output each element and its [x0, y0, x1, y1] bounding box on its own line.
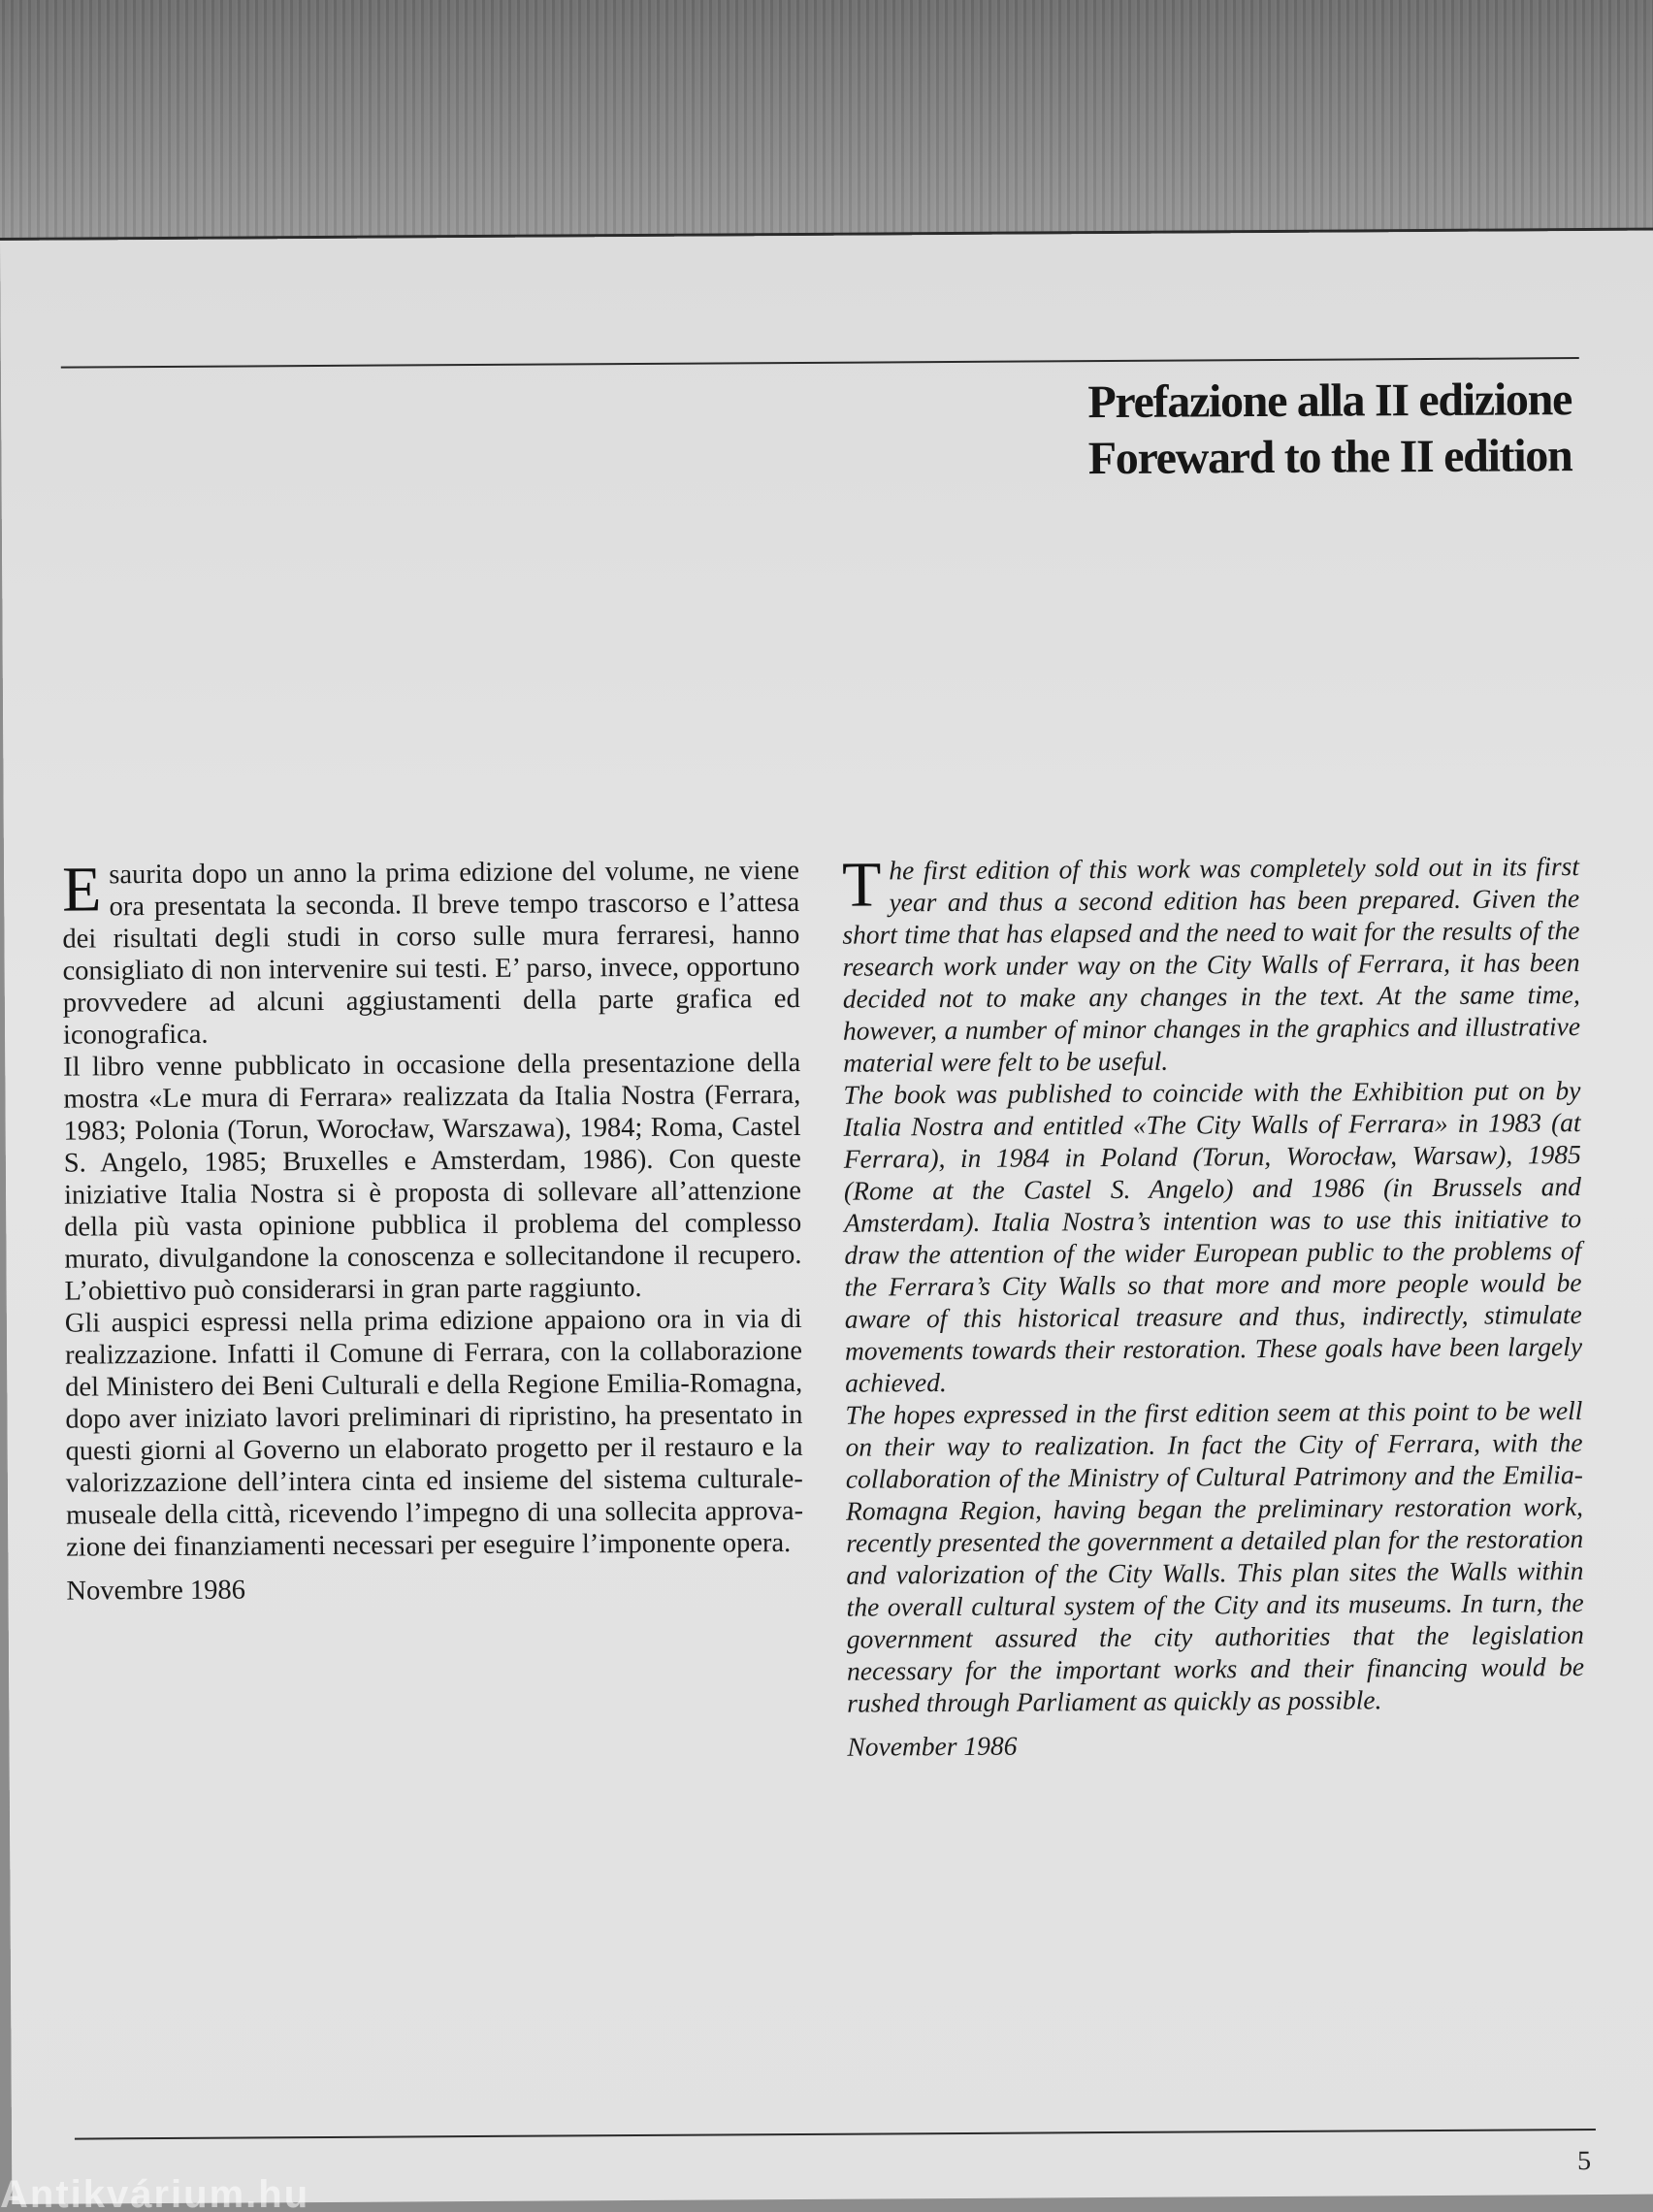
- title-english: Foreward to the II edition: [1087, 430, 1572, 485]
- book-page: [0, 231, 1653, 2204]
- italian-paragraph-2: Il libro venne pubblicato in occasione della presentazione della mostra «Le mura di Ferrara» realizzata da Italia Nostra (Ferrara, 1983; Polonia (Torun, Worocław, Warszawa), 1984; Roma, Castel S. Angelo, 1985; Bruxelles e Amsterdam, 1986). Con queste iniziative Italia Nostra si è proposta di sollevare all’attenzione della più vasta opinione pubblica il problema del complesso murato, divulgandone la conoscenza e sollecitandone il recupero. L’obiettivo può considerarsi in gran parte raggiunto.: [63, 1047, 802, 1307]
- page-number: 5: [1577, 2146, 1592, 2177]
- italian-date: Novembre 1986: [66, 1575, 246, 1607]
- italian-drop-cap: E: [61, 854, 102, 926]
- italian-paragraph-1-text: saurita dopo un anno la prima edizione del volume, ne viene ora presentata la seconda. Il breve tempo trascorso e l’attesa dei risultati degli studi in corso sulle mura ferraresi, hanno consigliato di non intervenire sui testi. E’ parso, invece, opportuno provvedere ad alcuni aggiustamenti della parte grafica ed iconografica.: [62, 855, 800, 1051]
- english-paragraph-3: The hopes expressed in the first edition seem at this point to be well on their way to realization. In fact the City of Ferrara, with the collaboration of the Ministry of Cultural Patrimony and the Emilia-Romagna Region, having began the preliminary restoration work, recently presented the government a detailed plan for the restoration and valorization of the City Walls. This plan sites the Walls within the overall cultural system of the City and its museums. In turn, the government assured the city authorities that the legislation necessary for the important works and their financing would be rushed through Parliament as quickly as possible.: [845, 1395, 1585, 1718]
- english-paragraph-2: The book was published to coincide with the Exhibition put on by Italia Nostra and entitled «The City Walls of Ferrara» in 1983 (at Ferrara), in 1984 in Poland (Torun, Worocław, Warsaw), 1985 (Rome at the Castel S. Angelo) and 1986 (in Brussels and Amsterdam). Italia Nostra’s intention was to use this initiative to draw the attention of the wider European public to the problems of the Ferrara’s City Walls so that more and more people would be aware of this historical treasure and thus, indirectly, stimulate movements towards their restoration. These goals have been largely achieved.: [843, 1075, 1583, 1398]
- page-title: [1087, 372, 1572, 487]
- background-surface: [0, 0, 1653, 254]
- title-italian: Prefazione alla II edizione: [1087, 374, 1572, 429]
- english-paragraph-1: [842, 850, 1580, 1079]
- bottom-rule: [75, 2129, 1596, 2140]
- italian-paragraph-3: Gli auspici espressi nella prima edizione appaiono ora in via di realizzazione. Infatti il Comune di Ferrara, con la collaborazione del Ministero dei Beni Culturali e della Regione Emilia-Romagna, dopo aver iniziato lavori preliminari di ripristino, ha presentato in questi giorni al Governo un elaborato progetto per il restauro e la valorizzazione dell’intera cinta ed insieme del sistema culturale-museale della città, ricevendo l’impegno di una sollecita approvazione dei finanziamenti necessari per eseguire l’imponente opera.: [64, 1303, 804, 1563]
- english-paragraph-1-text: he first edition of this work was completely sold out in its first year and thus a second edition has been prepared. Given the short time that has elapsed and the need to wait for the results of the research work under way on the City Walls of Ferrara, it has been decided not to make any changes in the text. At the same time, however, a number of minor changes in the graphics and illustrative material were felt to be useful.: [842, 851, 1581, 1078]
- watermark-text: Antikvárium.hu: [0, 2173, 310, 2212]
- english-column: [842, 850, 1585, 1763]
- italian-column: [62, 855, 804, 1608]
- italian-paragraph-1: [62, 855, 800, 1052]
- english-drop-cap: T: [841, 849, 882, 921]
- english-date: November 1986: [847, 1730, 1018, 1762]
- top-rule: [61, 357, 1579, 369]
